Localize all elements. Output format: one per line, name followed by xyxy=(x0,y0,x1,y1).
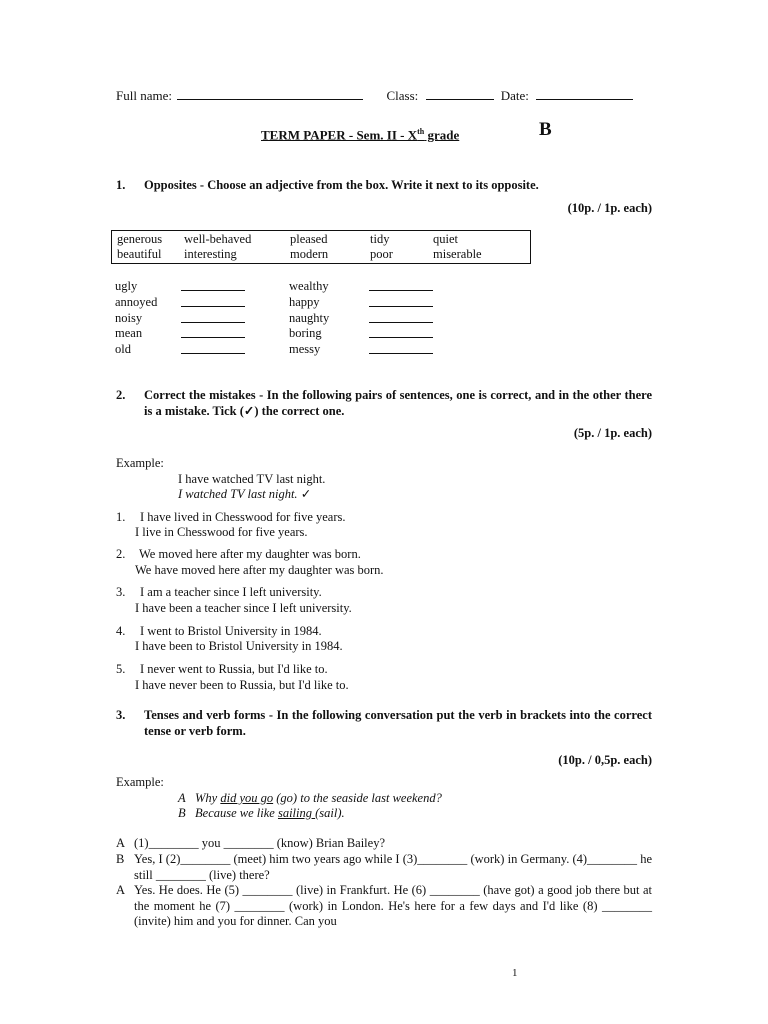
sentence-b[interactable]: We have moved here after my daughter was born. xyxy=(135,563,384,577)
full-name-label: Full name: xyxy=(116,88,172,103)
item-number: 2. xyxy=(116,547,126,561)
left-word: old xyxy=(115,342,131,356)
right-word: messy xyxy=(289,342,321,356)
dialogue-line xyxy=(116,836,652,852)
right-word: boring xyxy=(289,326,322,340)
header-row xyxy=(116,88,633,103)
left-word: mean xyxy=(115,326,143,340)
variant-letter: B xyxy=(539,119,552,140)
left-word: noisy xyxy=(115,311,143,325)
speaker-label: A xyxy=(116,883,126,897)
section1-instructions: Opposites - Choose an adjective from the box. Write it next to its opposite. xyxy=(144,178,539,192)
section2-example-line1: I have watched TV last night. xyxy=(178,472,326,486)
section2-example-line2: I watched TV last night. ✓ xyxy=(178,487,312,501)
section3-number: 3. xyxy=(116,708,126,722)
answer-blank[interactable] xyxy=(181,311,245,323)
section2-heading xyxy=(116,387,652,419)
sentence-b[interactable]: I have been a teacher since I left university. xyxy=(135,601,352,615)
box-word: pleased xyxy=(290,232,328,246)
right-word: wealthy xyxy=(289,279,329,293)
date-blank[interactable] xyxy=(536,88,633,100)
section1-number: 1. xyxy=(116,178,126,192)
sentence-b[interactable]: I live in Chesswood for five years. xyxy=(135,525,308,539)
section3-instructions: Tenses and verb forms - In the following conversation put the verb in brackets into the correct tense or verb form. xyxy=(144,708,652,738)
page-title: TERM PAPER - Sem. II - Xth grade xyxy=(261,127,460,143)
left-word: annoyed xyxy=(115,295,158,309)
answer-blank[interactable] xyxy=(369,311,433,323)
sentence-a[interactable]: I have lived in Chesswood for five years. xyxy=(140,510,346,524)
sentence-a[interactable]: I never went to Russia, but I'd like to. xyxy=(140,662,328,676)
section2-example-label: Example: xyxy=(116,456,164,470)
answer-blank[interactable] xyxy=(181,295,245,307)
box-word: beautiful xyxy=(117,247,162,261)
right-word: happy xyxy=(289,295,320,309)
right-word: naughty xyxy=(289,311,330,325)
answer-blank[interactable] xyxy=(369,342,433,354)
box-word: interesting xyxy=(184,247,237,261)
item-number: 4. xyxy=(116,624,126,638)
speaker-label: A xyxy=(116,836,126,850)
box-word: well-behaved xyxy=(184,232,252,246)
full-name-blank[interactable] xyxy=(177,88,363,100)
dialogue-text[interactable]: (1)________ you ________ (know) Brian Bailey? xyxy=(134,836,386,850)
sentence-b[interactable]: I have been to Bristol University in 1984. xyxy=(135,639,343,653)
box-word: tidy xyxy=(370,232,390,246)
dialogue-line xyxy=(116,852,652,883)
dialogue-line xyxy=(116,883,652,930)
section1-heading xyxy=(116,178,652,193)
section2-instructions: Correct the mistakes - In the following pairs of sentences, one is correct, and in the other there is a mistake. Tick (✓) the correct one. xyxy=(144,388,652,418)
section3-example-a: A Why did you go (go) to the seaside last weekend? xyxy=(178,791,442,805)
section3-example-label: Example: xyxy=(116,775,164,789)
answer-blank[interactable] xyxy=(181,342,245,354)
class-label: Class: xyxy=(386,88,419,103)
section3-points: (10p. / 0,5p. each) xyxy=(558,753,652,767)
section1-points: (10p. / 1p. each) xyxy=(567,201,652,215)
answer-blank[interactable] xyxy=(369,279,433,291)
item-number: 1. xyxy=(116,510,126,524)
box-word: modern xyxy=(290,247,329,261)
answer-blank[interactable] xyxy=(369,326,433,338)
dialogue-text[interactable]: Yes. He does. He (5) ________ (live) in Frankfurt. He (6) ________ (have got) a good job there but at the moment he (7) ________ (work) in London. He's here for a few days and I'd like (8) ________ (invite) him and you for dinner. Can you xyxy=(134,883,652,928)
date-label: Date: xyxy=(500,88,529,103)
sentence-a[interactable]: We moved here after my daughter was born. xyxy=(139,547,361,561)
box-word: miserable xyxy=(433,247,482,261)
box-word: generous xyxy=(117,232,163,246)
class-blank[interactable] xyxy=(426,88,494,100)
checkmark-icon: ✓ xyxy=(300,487,312,501)
box-word: quiet xyxy=(433,232,458,246)
section3-example-b: B Because we like sailing (sail). xyxy=(178,806,345,820)
item-number: 5. xyxy=(116,662,126,676)
adjective-box xyxy=(111,230,531,264)
answer-blank[interactable] xyxy=(181,326,245,338)
answer-blank[interactable] xyxy=(181,279,245,291)
left-word: ugly xyxy=(115,279,138,293)
box-word: poor xyxy=(370,247,393,261)
page-number: 1 xyxy=(512,967,518,979)
section2-number: 2. xyxy=(116,388,126,402)
sentence-a[interactable]: I went to Bristol University in 1984. xyxy=(140,624,322,638)
section3-heading xyxy=(116,707,652,739)
speaker-label: B xyxy=(116,852,125,866)
section2-points: (5p. / 1p. each) xyxy=(573,426,652,440)
sentence-b[interactable]: I have never been to Russia, but I'd like to. xyxy=(135,678,349,692)
dialogue-text[interactable]: Yes, I (2)________ (meet) him two years ago while I (3)________ (work) in Germany. (4)________ he still ________ (live) there? xyxy=(134,852,652,882)
sentence-a[interactable]: I am a teacher since I left university. xyxy=(140,585,322,599)
answer-blank[interactable] xyxy=(369,295,433,307)
item-number: 3. xyxy=(116,585,126,599)
